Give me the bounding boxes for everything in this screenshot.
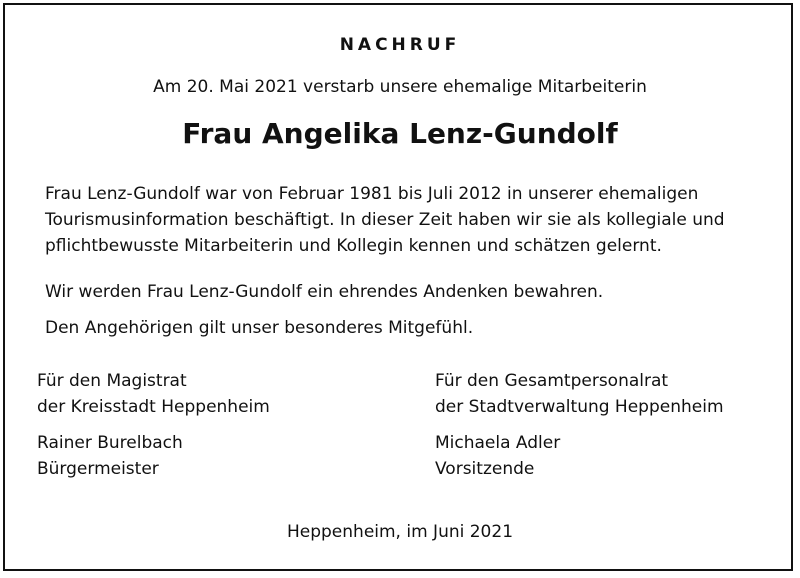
signature-right-org-line1: Für den Gesamtpersonalrat — [435, 371, 669, 391]
signature-left-title: Bürgermeister — [37, 459, 159, 479]
signature-left-name: Rainer Burelbach — [37, 433, 183, 453]
signature-left-org-line2: der Kreisstadt Heppenheim — [37, 397, 270, 417]
signature-left-organization — [37, 368, 270, 420]
signature-right-name: Michaela Adler — [435, 433, 561, 453]
signature-left-person — [37, 430, 183, 482]
signature-right-organization — [435, 368, 724, 420]
condolence-paragraph: Den Angehörigen gilt unser besonderes Mitgefühl. — [45, 318, 474, 338]
intro-line: Am 20. Mai 2021 verstarb unsere ehemalige Mitarbeiterin — [153, 77, 647, 97]
place-date-line: Heppenheim, im Juni 2021 — [286, 522, 514, 542]
signature-right-person — [435, 430, 560, 482]
employment-paragraph: Frau Lenz-Gundolf war von Februar 1981 bis Juli 2012 in unserer ehemaligen Tourismusinformation beschäftigt. In dieser Zeit haben wir sie als kollegiale und pflichtbewusste Mitarbeiterin und Kollegin kennen und schätzen gelernt. — [45, 184, 725, 256]
notice-heading: NACHRUF — [339, 35, 461, 55]
deceased-name: Frau Angelika Lenz-Gundolf — [182, 117, 618, 150]
signature-left-org-line1: Für den Magistrat — [37, 371, 187, 391]
remembrance-paragraph: Wir werden Frau Lenz-Gundolf ein ehrendes Andenken bewahren. — [45, 282, 604, 302]
signature-right-org-line2: der Stadtverwaltung Heppenheim — [435, 397, 724, 417]
signature-right-title: Vorsitzende — [435, 459, 535, 479]
